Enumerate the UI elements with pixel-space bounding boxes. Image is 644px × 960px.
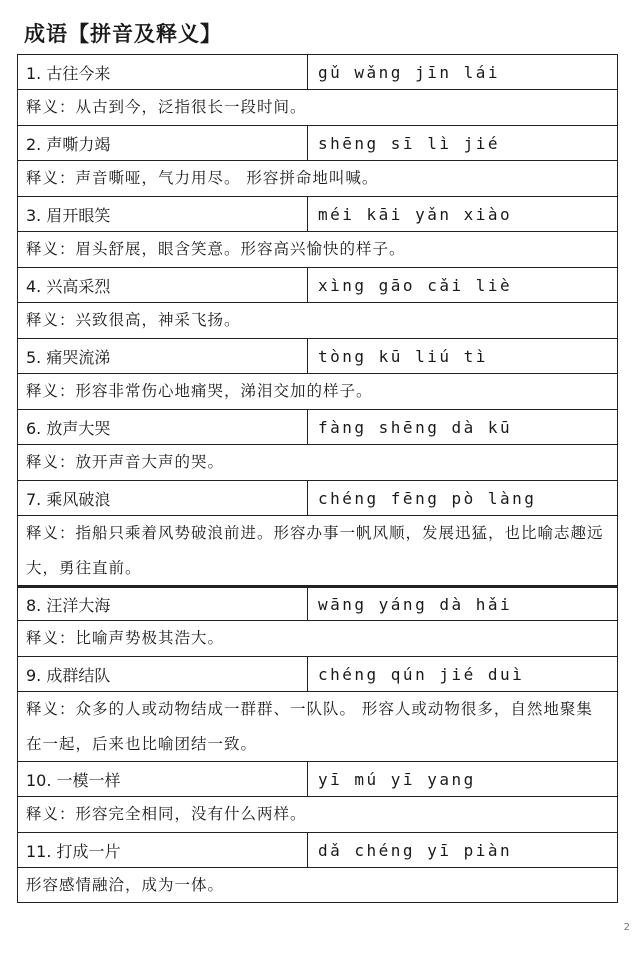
- idiom-row: [17, 54, 618, 89]
- idiom-pinyin: shēng sī lì jié: [318, 133, 500, 153]
- idiom-row: [17, 409, 618, 444]
- idiom-row: [17, 585, 618, 620]
- idiom-row: [17, 761, 618, 796]
- idiom-name: 3. 眉开眼笑: [18, 197, 308, 231]
- definition-row: [17, 89, 618, 125]
- idiom-row: [17, 125, 618, 160]
- idiom-definition: 释义：众多的人或动物结成一群群、一队队。 形容人或动物很多，自然地聚集在一起，后来也比喻团结一致。: [26, 699, 593, 753]
- definition-row: [17, 620, 618, 656]
- definition-row: [17, 373, 618, 409]
- idiom-definition: 释义：兴致很高，神采飞扬。: [26, 311, 241, 329]
- idiom-pinyin: tòng kū liú tì: [318, 346, 488, 366]
- idiom-definition: 释义：形容非常伤心地痛哭，涕泪交加的样子。: [26, 382, 373, 400]
- idiom-row: [17, 267, 618, 302]
- idiom-definition: 形容感情融洽，成为一体。: [26, 875, 225, 894]
- idiom-pinyin: méi kāi yǎn xiào: [318, 204, 513, 224]
- idiom-definition: 释义：放开声音大声的哭。: [26, 453, 225, 471]
- definition-row: [17, 160, 618, 196]
- idiom-name: 5. 痛哭流涕: [18, 339, 308, 373]
- definition-row: [17, 796, 618, 832]
- idiom-pinyin: wāng yáng dà hǎi: [318, 594, 513, 614]
- idiom-pinyin: xìng gāo cǎi liè: [318, 275, 513, 295]
- definition-row: [17, 444, 618, 480]
- idiom-name: 7. 乘风破浪: [18, 481, 308, 515]
- page-number: 2: [623, 922, 630, 933]
- idiom-row: [17, 338, 618, 373]
- definition-row: [17, 302, 618, 338]
- idiom-definition: 释义：从古到今，泛指很长一段时间。: [26, 98, 307, 116]
- idiom-pinyin: chéng qún jié duì: [318, 664, 525, 684]
- definition-row: [17, 691, 618, 761]
- idiom-row: [17, 196, 618, 231]
- idiom-pinyin: chéng fēng pò làng: [318, 488, 537, 508]
- idiom-name: 6. 放声大哭: [18, 410, 308, 444]
- idiom-pinyin: fàng shēng dà kū: [318, 417, 513, 437]
- idiom-name: 4. 兴高采烈: [18, 268, 308, 302]
- page-title: 成语【拼音及释义】: [24, 22, 222, 46]
- idiom-name: 2. 声嘶力竭: [18, 126, 308, 160]
- idiom-row: [17, 832, 618, 867]
- idiom-definition: 释义：指船只乘着风势破浪前进。形容办事一帆风顺，发展迅猛，也比喻志趣远大，勇往直前。: [26, 523, 604, 577]
- idiom-pinyin: yī mú yī yang: [318, 769, 476, 789]
- idiom-name: 9. 成群结队: [18, 657, 308, 691]
- idiom-definition: 释义：比喻声势极其浩大。: [26, 629, 225, 647]
- definition-row: [17, 231, 618, 267]
- definition-row: [17, 867, 618, 903]
- idiom-pinyin: gǔ wǎng jīn lái: [318, 62, 500, 82]
- idiom-row: [17, 656, 618, 691]
- idiom-name: 1. 古往今来: [18, 55, 308, 89]
- idiom-name: 10. 一模一样: [18, 762, 308, 796]
- idiom-table: [17, 54, 618, 903]
- idiom-pinyin: dǎ chéng yī piàn: [318, 840, 513, 860]
- idiom-definition: 释义：形容完全相同，没有什么两样。: [26, 805, 307, 823]
- definition-row: [17, 515, 618, 585]
- idiom-name: 11. 打成一片: [18, 833, 308, 867]
- idiom-row: [17, 480, 618, 515]
- idiom-name: 8. 汪洋大海: [18, 588, 308, 620]
- idiom-definition: 释义：眉头舒展，眼含笑意。形容高兴愉快的样子。: [26, 240, 406, 258]
- idiom-definition: 释义：声音嘶哑，气力用尽。 形容拼命地叫喊。: [26, 169, 379, 187]
